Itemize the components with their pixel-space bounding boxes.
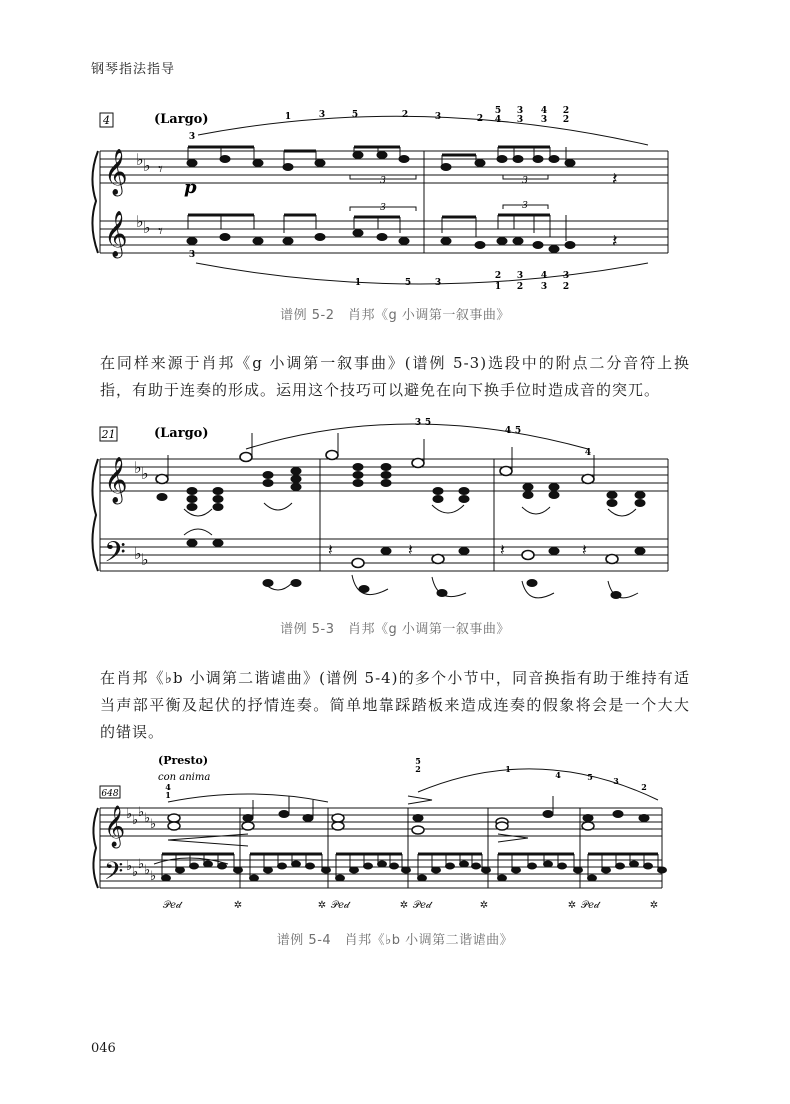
finger: 3	[516, 271, 524, 281]
score-example-5-3	[88, 405, 688, 610]
finger: 1	[165, 790, 171, 800]
finger: 2	[562, 106, 570, 116]
finger: 5	[404, 278, 412, 288]
pedal-release-mark: ✲	[233, 900, 243, 911]
pedal-mark: 𝒫𝑒𝒹	[412, 900, 432, 911]
pedal-mark: 𝒫𝑒𝒹	[580, 900, 600, 911]
finger: 3	[318, 110, 326, 120]
finger: 5	[587, 772, 593, 782]
svg-text:♭: ♭	[136, 150, 144, 169]
finger: 1	[284, 112, 292, 122]
tuplet-number: 3	[380, 176, 386, 186]
finger: 5	[424, 418, 432, 428]
caption-example-5-2: 谱例 5-2 肖邦《g 小调第一叙事曲》	[280, 308, 510, 323]
expression-mark: con anima	[158, 772, 211, 783]
finger: 2	[562, 282, 570, 292]
svg-text:♭: ♭	[136, 212, 144, 231]
finger: 2	[476, 114, 484, 124]
finger: 2	[641, 782, 647, 792]
svg-text:♭: ♭	[132, 813, 139, 828]
svg-text:♭: ♭	[132, 865, 139, 880]
finger: 4	[165, 782, 171, 792]
pedal-release-mark: ✲	[399, 900, 409, 911]
finger: 4	[584, 448, 592, 458]
svg-text:𝄽: 𝄽	[612, 231, 618, 252]
svg-text:♭: ♭	[126, 859, 133, 874]
score-example-5-2	[88, 105, 688, 300]
finger: 2	[516, 282, 524, 292]
svg-text:𝄾: 𝄾	[158, 159, 163, 180]
svg-text:♭: ♭	[144, 863, 151, 878]
running-header: 钢琴指法指导	[91, 62, 176, 77]
paragraph-2: 在肖邦《♭b 小调第二谐谑曲》(谱例 5-4)的多个小节中，同音换指有助于维持有适当声部平衡及起伏的抒情连奏。简单地靠踩踏板来造成连奏的假象将会是一个大大的错误。	[100, 669, 690, 741]
finger: 4	[540, 106, 548, 116]
svg-text:𝄞: 𝄞	[104, 149, 128, 195]
svg-text:♭: ♭	[138, 857, 145, 872]
finger: 2	[415, 764, 421, 774]
finger: 1	[494, 282, 502, 292]
svg-text:𝄞: 𝄞	[104, 806, 126, 847]
finger: 3	[540, 282, 548, 292]
tuplet-number: 3	[522, 201, 528, 211]
caption-example-5-4: 谱例 5-4 肖邦《♭b 小调第二谐谑曲》	[276, 933, 514, 948]
pedal-mark: 𝒫𝑒𝒹	[330, 900, 350, 911]
svg-text:𝄞: 𝄞	[104, 457, 128, 503]
finger: 3	[516, 106, 524, 116]
pedal-release-mark: ✲	[649, 900, 659, 911]
svg-text:𝄽: 𝄽	[328, 540, 333, 559]
finger: 1	[505, 764, 511, 774]
svg-text:𝄾: 𝄾	[158, 221, 163, 242]
finger: 5	[494, 106, 502, 116]
tuplet-number: 3	[522, 176, 528, 186]
finger: 2	[401, 110, 409, 120]
dynamic-mark: p	[184, 177, 197, 198]
pedal-release-mark: ✲	[567, 900, 577, 911]
finger: 3	[434, 278, 442, 288]
finger: 3	[540, 115, 548, 125]
tempo-mark: (Largo)	[154, 112, 209, 127]
finger: 3	[414, 418, 422, 428]
svg-text:♭: ♭	[150, 817, 157, 832]
finger: 3	[516, 115, 524, 125]
finger: 3	[188, 132, 196, 142]
page-number: 046	[91, 1041, 116, 1056]
finger: 2	[494, 271, 502, 281]
finger: 2	[562, 115, 570, 125]
svg-text:♭: ♭	[134, 458, 142, 477]
svg-text:𝄢: 𝄢	[104, 536, 126, 576]
pedal-release-mark: ✲	[479, 900, 489, 911]
finger: 5	[415, 756, 421, 766]
pedal-mark: 𝒫𝑒𝒹	[162, 900, 182, 911]
finger: 3	[613, 776, 619, 786]
finger: 3	[562, 271, 570, 281]
svg-text:♭: ♭	[143, 218, 151, 237]
finger: 3	[188, 250, 196, 260]
finger: 4	[540, 271, 548, 281]
svg-text:𝄽: 𝄽	[408, 540, 413, 559]
svg-text:𝄽: 𝄽	[500, 540, 505, 559]
tempo-mark: (Largo)	[154, 426, 209, 441]
measure-number: 21	[101, 428, 116, 441]
finger: 4	[504, 426, 512, 436]
svg-text:𝄽: 𝄽	[582, 540, 587, 559]
svg-text:𝄞: 𝄞	[104, 211, 128, 257]
finger: 4	[494, 115, 502, 125]
svg-text:♭: ♭	[150, 869, 157, 884]
svg-text:♭: ♭	[141, 550, 149, 569]
tuplet-number: 3	[380, 203, 386, 213]
svg-text:♭: ♭	[141, 464, 149, 483]
paragraph-1: 在同样来源于肖邦《g 小调第一叙事曲》(谱例 5-3)选段中的附点二分音符上换指，有助于连奏的形成。运用这个技巧可以避免在向下换手位时造成音的突兀。	[100, 354, 690, 399]
finger: 4	[555, 770, 561, 780]
measure-number: 648	[101, 789, 119, 799]
pedal-release-mark: ✲	[317, 900, 327, 911]
svg-text:𝄽: 𝄽	[612, 169, 618, 190]
finger: 1	[354, 278, 362, 288]
svg-text:♭: ♭	[134, 544, 142, 563]
measure-number: 4	[103, 114, 110, 127]
finger: 5	[514, 426, 522, 436]
score-example-5-4	[88, 752, 688, 922]
svg-text:♭: ♭	[143, 156, 151, 175]
tempo-mark: (Presto)	[158, 754, 209, 767]
svg-text:♭: ♭	[144, 811, 151, 826]
svg-text:𝄢: 𝄢	[104, 857, 124, 892]
finger: 3	[434, 112, 442, 122]
svg-text:♭: ♭	[126, 807, 133, 822]
svg-text:♭: ♭	[138, 805, 145, 820]
caption-example-5-3: 谱例 5-3 肖邦《g 小调第一叙事曲》	[280, 622, 510, 637]
finger: 5	[351, 110, 359, 120]
